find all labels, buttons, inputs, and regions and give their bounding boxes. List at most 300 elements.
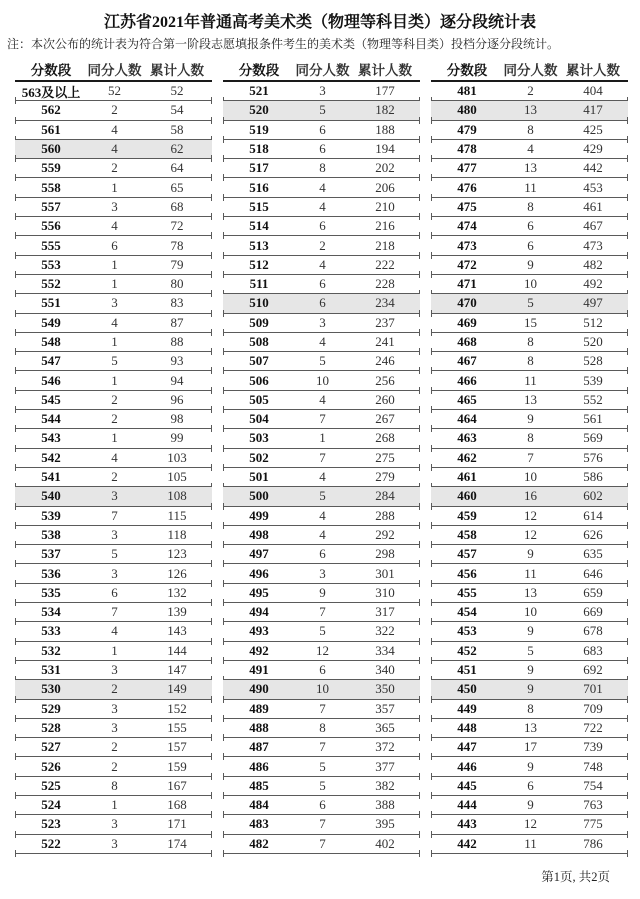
- table-row: [431, 410, 628, 429]
- table-row: [223, 294, 420, 313]
- count-cell: 5: [319, 102, 326, 118]
- cumulative-cell: 267: [375, 411, 395, 427]
- score-cell: 552: [41, 276, 61, 292]
- count-cell: 8: [527, 700, 534, 716]
- cumulative-cell: 99: [170, 430, 184, 446]
- count-cell: 10: [524, 276, 537, 292]
- score-cell: 534: [41, 604, 61, 620]
- table-row: [431, 680, 628, 699]
- count-cell: 1: [111, 797, 118, 813]
- count-cell: 5: [111, 353, 118, 369]
- cumulative-cell: 395: [375, 816, 395, 832]
- column-header: 累计人数: [358, 63, 412, 78]
- cumulative-cell: 722: [583, 719, 603, 735]
- cumulative-cell: 177: [375, 83, 395, 99]
- cumulative-cell: 425: [583, 121, 603, 137]
- score-cell: 444: [457, 797, 477, 813]
- page-title: 江苏省2021年普通高考美术类（物理等科目类）逐分段统计表: [103, 14, 536, 31]
- score-cell: 525: [41, 777, 61, 793]
- score-cell: 456: [457, 565, 477, 581]
- cumulative-cell: 123: [167, 546, 187, 562]
- score-cell: 510: [249, 295, 269, 311]
- score-cell: 536: [41, 565, 61, 581]
- score-cell: 529: [41, 700, 61, 716]
- cumulative-cell: 83: [170, 295, 184, 311]
- cumulative-cell: 241: [375, 334, 395, 349]
- count-cell: 3: [111, 816, 118, 832]
- cumulative-cell: 98: [170, 411, 184, 427]
- cumulative-cell: 334: [375, 642, 395, 658]
- table-row: [223, 256, 420, 275]
- cumulative-cell: 669: [583, 604, 603, 620]
- score-cell: 518: [249, 141, 269, 157]
- column-header: 分数段: [446, 63, 488, 78]
- count-cell: 9: [527, 411, 534, 427]
- table-row: [223, 159, 420, 178]
- cumulative-cell: 372: [375, 739, 395, 755]
- note-text: 注：本次公布的统计表为符合第一阶段志愿填报条件考生的美术类（物理等科目类）投档分逐分段统计。: [7, 37, 560, 51]
- count-cell: 3: [111, 700, 118, 716]
- table-row: [15, 82, 212, 101]
- table-row: [223, 680, 420, 699]
- count-cell: 4: [111, 121, 118, 137]
- cumulative-cell: 512: [583, 314, 603, 330]
- score-cell: 553: [41, 256, 61, 272]
- score-cell: 486: [249, 758, 269, 774]
- table-row: [431, 835, 628, 854]
- cumulative-cell: 105: [167, 469, 187, 485]
- score-cell: 500: [249, 488, 269, 504]
- count-cell: 9: [527, 623, 534, 639]
- table-row: [431, 352, 628, 371]
- score-cell: 477: [457, 160, 477, 176]
- cumulative-cell: 748: [583, 758, 603, 774]
- table-row: [223, 738, 420, 757]
- score-cell: 504: [249, 411, 269, 427]
- cumulative-cell: 118: [167, 526, 187, 542]
- count-cell: 4: [111, 623, 118, 639]
- cumulative-cell: 382: [375, 777, 395, 793]
- count-cell: 5: [111, 546, 118, 562]
- cumulative-cell: 402: [375, 835, 395, 851]
- table-row: [15, 719, 212, 738]
- score-cell: 547: [41, 353, 61, 369]
- table-row: [223, 507, 420, 526]
- count-cell: 12: [524, 526, 537, 542]
- cumulative-cell: 701: [583, 681, 603, 697]
- cumulative-cell: 54: [170, 102, 184, 118]
- count-cell: 1: [111, 276, 118, 292]
- count-cell: 8: [319, 719, 326, 735]
- table-row: [223, 642, 420, 661]
- cumulative-cell: 94: [170, 372, 184, 388]
- score-cell: 471: [457, 276, 477, 292]
- score-cell: 503: [249, 430, 269, 446]
- cumulative-cell: 467: [583, 218, 603, 234]
- cumulative-cell: 144: [167, 642, 187, 658]
- count-cell: 2: [111, 102, 118, 118]
- table-row: [223, 719, 420, 738]
- count-cell: 5: [319, 488, 326, 504]
- score-cell: 467: [457, 353, 477, 369]
- table-row: [431, 121, 628, 140]
- score-cell: 543: [41, 430, 61, 446]
- count-cell: 2: [111, 739, 118, 755]
- cumulative-cell: 216: [375, 218, 395, 234]
- cumulative-cell: 62: [170, 141, 184, 157]
- table-row: [15, 603, 212, 622]
- score-cell: 533: [41, 623, 61, 639]
- count-cell: 4: [111, 449, 118, 465]
- cumulative-cell: 115: [167, 507, 187, 523]
- score-cell: 460: [457, 488, 477, 504]
- count-cell: 8: [527, 198, 534, 214]
- table-row: [223, 700, 420, 719]
- score-cell: 462: [457, 449, 477, 465]
- table-row: [431, 622, 628, 641]
- cumulative-cell: 139: [167, 604, 187, 620]
- cumulative-cell: 292: [375, 526, 395, 542]
- count-cell: 13: [524, 584, 537, 600]
- score-cell: 446: [457, 758, 477, 774]
- table-row: [15, 835, 212, 854]
- table-row: [223, 429, 420, 448]
- count-cell: 12: [316, 642, 329, 658]
- table-row: [223, 815, 420, 834]
- table-row: [223, 314, 420, 333]
- cumulative-cell: 260: [375, 391, 395, 407]
- cumulative-cell: 256: [375, 372, 395, 388]
- cumulative-cell: 340: [375, 662, 395, 678]
- table-row: [223, 449, 420, 468]
- count-cell: 13: [524, 391, 537, 407]
- table-row: [223, 178, 420, 197]
- cumulative-cell: 492: [583, 276, 603, 292]
- table-row: [15, 352, 212, 371]
- table-row: [431, 507, 628, 526]
- table-row: [223, 352, 420, 371]
- table-row: [431, 738, 628, 757]
- score-cell: 501: [249, 469, 269, 485]
- count-cell: 7: [319, 739, 326, 755]
- table-row: [431, 526, 628, 545]
- cumulative-cell: 228: [375, 276, 395, 292]
- cumulative-cell: 279: [375, 469, 395, 485]
- count-cell: 9: [527, 681, 534, 697]
- table-row: [431, 82, 628, 101]
- cumulative-cell: 377: [375, 758, 395, 774]
- cumulative-cell: 626: [583, 526, 603, 542]
- count-cell: 3: [111, 198, 118, 214]
- score-cell: 520: [249, 102, 269, 118]
- score-cell: 470: [457, 295, 477, 311]
- count-cell: 6: [111, 237, 118, 253]
- table-row: [431, 178, 628, 197]
- count-cell: 2: [111, 160, 118, 176]
- count-cell: 11: [524, 835, 537, 851]
- tables-container: [0, 58, 640, 854]
- count-cell: 8: [527, 121, 534, 137]
- score-cell: 555: [41, 237, 61, 253]
- table-row: [15, 333, 212, 352]
- count-cell: 6: [527, 777, 534, 793]
- cumulative-cell: 350: [375, 681, 395, 697]
- cumulative-cell: 763: [583, 797, 603, 813]
- cumulative-cell: 174: [167, 835, 187, 851]
- cumulative-cell: 80: [170, 276, 184, 292]
- cumulative-cell: 93: [170, 353, 184, 369]
- cumulative-cell: 72: [170, 218, 184, 234]
- score-cell: 490: [249, 681, 269, 697]
- cumulative-cell: 284: [375, 488, 395, 504]
- count-cell: 9: [319, 584, 326, 600]
- cumulative-cell: 317: [375, 604, 395, 620]
- score-cell: 469: [457, 314, 477, 330]
- table-row: [15, 256, 212, 275]
- score-cell: 519: [249, 121, 269, 137]
- cumulative-cell: 709: [583, 700, 603, 716]
- table-row: [223, 757, 420, 776]
- count-cell: 3: [111, 526, 118, 542]
- count-cell: 1: [111, 179, 118, 195]
- column-header: 累计人数: [566, 63, 620, 78]
- score-cell: 522: [41, 835, 61, 851]
- cumulative-cell: 234: [375, 295, 395, 311]
- count-cell: 3: [111, 295, 118, 311]
- cumulative-cell: 58: [170, 121, 184, 137]
- score-cell: 483: [249, 816, 269, 832]
- count-cell: 3: [111, 565, 118, 581]
- cumulative-cell: 473: [583, 237, 603, 253]
- table-row: [15, 507, 212, 526]
- table-row: [431, 700, 628, 719]
- cumulative-cell: 167: [167, 777, 187, 793]
- count-cell: 6: [319, 662, 326, 678]
- count-cell: 6: [319, 218, 326, 234]
- column-header: 同分人数: [87, 63, 142, 78]
- table-row: [15, 815, 212, 834]
- cumulative-cell: 159: [167, 758, 187, 774]
- count-cell: 3: [111, 488, 118, 504]
- table-row: [223, 410, 420, 429]
- score-cell: 453: [457, 623, 477, 639]
- cumulative-cell: 288: [375, 507, 395, 523]
- count-cell: 7: [111, 507, 118, 523]
- column-header: 累计人数: [150, 63, 204, 78]
- cumulative-cell: 552: [583, 391, 603, 407]
- score-cell: 513: [249, 237, 269, 253]
- cumulative-cell: 404: [583, 83, 603, 99]
- cumulative-cell: 143: [167, 623, 187, 639]
- score-cell: 538: [41, 526, 61, 542]
- table-row: [15, 468, 212, 487]
- table-row: [15, 178, 212, 197]
- cumulative-cell: 301: [375, 565, 395, 581]
- table-row: [223, 796, 420, 815]
- table-header-row: [431, 58, 628, 82]
- count-cell: 8: [527, 334, 534, 349]
- cumulative-cell: 520: [583, 334, 603, 349]
- cumulative-cell: 310: [375, 584, 395, 600]
- cumulative-cell: 149: [167, 681, 187, 697]
- table-row: [15, 564, 212, 583]
- count-cell: 5: [319, 353, 326, 369]
- score-cell: 458: [457, 526, 477, 542]
- score-cell: 463: [457, 430, 477, 446]
- table-row: [15, 314, 212, 333]
- score-table: [223, 58, 420, 854]
- score-cell: 452: [457, 642, 477, 658]
- table-row: [223, 275, 420, 294]
- table-row: [431, 236, 628, 255]
- table-row: [431, 256, 628, 275]
- table-row: [15, 738, 212, 757]
- table-row: [15, 159, 212, 178]
- count-cell: 6: [319, 121, 326, 137]
- count-cell: 2: [111, 391, 118, 407]
- count-cell: 9: [527, 256, 534, 272]
- count-cell: 3: [111, 662, 118, 678]
- score-cell: 508: [249, 334, 269, 349]
- cumulative-cell: 132: [167, 584, 187, 600]
- cumulative-cell: 237: [375, 314, 395, 330]
- score-cell: 546: [41, 372, 61, 388]
- table-row: [15, 429, 212, 448]
- table-row: [15, 700, 212, 719]
- cumulative-cell: 222: [375, 256, 395, 272]
- table-row: [15, 371, 212, 390]
- count-cell: 7: [319, 604, 326, 620]
- table-row: [431, 661, 628, 680]
- score-cell: 561: [41, 121, 61, 137]
- score-cell: 540: [41, 488, 61, 504]
- count-cell: 5: [319, 758, 326, 774]
- score-cell: 556: [41, 218, 61, 234]
- score-cell: 466: [457, 372, 477, 388]
- cumulative-cell: 194: [375, 141, 395, 157]
- cumulative-cell: 497: [583, 295, 603, 311]
- table-row: [431, 564, 628, 583]
- cumulative-cell: 103: [167, 449, 187, 465]
- score-cell: 459: [457, 507, 477, 523]
- score-cell: 476: [457, 179, 477, 195]
- count-cell: 4: [319, 526, 326, 542]
- count-cell: 9: [527, 797, 534, 813]
- cumulative-cell: 275: [375, 449, 395, 465]
- score-cell: 442: [457, 835, 477, 851]
- table-row: [431, 391, 628, 410]
- table-row: [431, 371, 628, 390]
- score-cell: 535: [41, 584, 61, 600]
- count-cell: 7: [319, 700, 326, 716]
- count-cell: 4: [111, 218, 118, 234]
- table-row: [15, 217, 212, 236]
- score-cell: 489: [249, 700, 269, 716]
- count-cell: 8: [111, 777, 118, 793]
- table-row: [15, 391, 212, 410]
- score-cell: 480: [457, 102, 477, 118]
- table-row: [431, 487, 628, 506]
- cumulative-cell: 246: [375, 353, 395, 369]
- count-cell: 5: [527, 295, 534, 311]
- cumulative-cell: 210: [375, 198, 395, 214]
- table-row: [15, 449, 212, 468]
- score-cell: 505: [249, 391, 269, 407]
- count-cell: 11: [524, 565, 537, 581]
- count-cell: 12: [524, 816, 537, 832]
- table-row: [223, 140, 420, 159]
- cumulative-cell: 678: [583, 623, 603, 639]
- count-cell: 7: [527, 449, 534, 465]
- table-row: [15, 622, 212, 641]
- score-cell: 479: [457, 121, 477, 137]
- table-row: [431, 468, 628, 487]
- table-row: [15, 236, 212, 255]
- score-cell: 478: [457, 141, 477, 157]
- table-row: [15, 584, 212, 603]
- cumulative-cell: 188: [375, 121, 395, 137]
- count-cell: 9: [527, 758, 534, 774]
- score-cell: 499: [249, 507, 269, 523]
- table-row: [223, 545, 420, 564]
- count-cell: 10: [316, 372, 329, 388]
- score-cell: 549: [41, 314, 61, 330]
- cumulative-cell: 786: [583, 835, 603, 851]
- table-row: [15, 661, 212, 680]
- table-row: [431, 429, 628, 448]
- table-row: [431, 584, 628, 603]
- cumulative-cell: 528: [583, 353, 603, 369]
- cumulative-cell: 168: [167, 797, 187, 813]
- score-cell: 491: [249, 662, 269, 678]
- cumulative-cell: 78: [170, 237, 184, 253]
- count-cell: 7: [319, 449, 326, 465]
- table-header-row: [223, 58, 420, 82]
- count-cell: 8: [527, 353, 534, 369]
- cumulative-cell: 429: [583, 141, 603, 157]
- cumulative-cell: 218: [375, 237, 395, 253]
- table-row: [223, 371, 420, 390]
- score-cell: 537: [41, 546, 61, 562]
- count-cell: 6: [111, 584, 118, 600]
- count-cell: 4: [319, 179, 326, 195]
- cumulative-cell: 739: [583, 739, 603, 755]
- table-row: [15, 796, 212, 815]
- table-row: [431, 140, 628, 159]
- cumulative-cell: 365: [375, 719, 395, 735]
- table-row: [15, 198, 212, 217]
- table-row: [431, 198, 628, 217]
- count-cell: 17: [524, 739, 537, 755]
- count-cell: 6: [527, 237, 534, 253]
- count-cell: 6: [319, 276, 326, 292]
- table-row: [223, 217, 420, 236]
- table-row: [223, 835, 420, 854]
- cumulative-cell: 202: [375, 160, 395, 176]
- score-cell: 482: [249, 835, 269, 851]
- count-cell: 15: [524, 314, 537, 330]
- count-cell: 10: [316, 681, 329, 697]
- cumulative-cell: 659: [583, 584, 603, 600]
- cumulative-cell: 126: [167, 565, 187, 581]
- table-row: [431, 217, 628, 236]
- cumulative-cell: 482: [583, 256, 603, 272]
- table-row: [223, 82, 420, 101]
- table-row: [223, 777, 420, 796]
- count-cell: 6: [319, 141, 326, 157]
- cumulative-cell: 206: [375, 179, 395, 195]
- count-cell: 7: [319, 816, 326, 832]
